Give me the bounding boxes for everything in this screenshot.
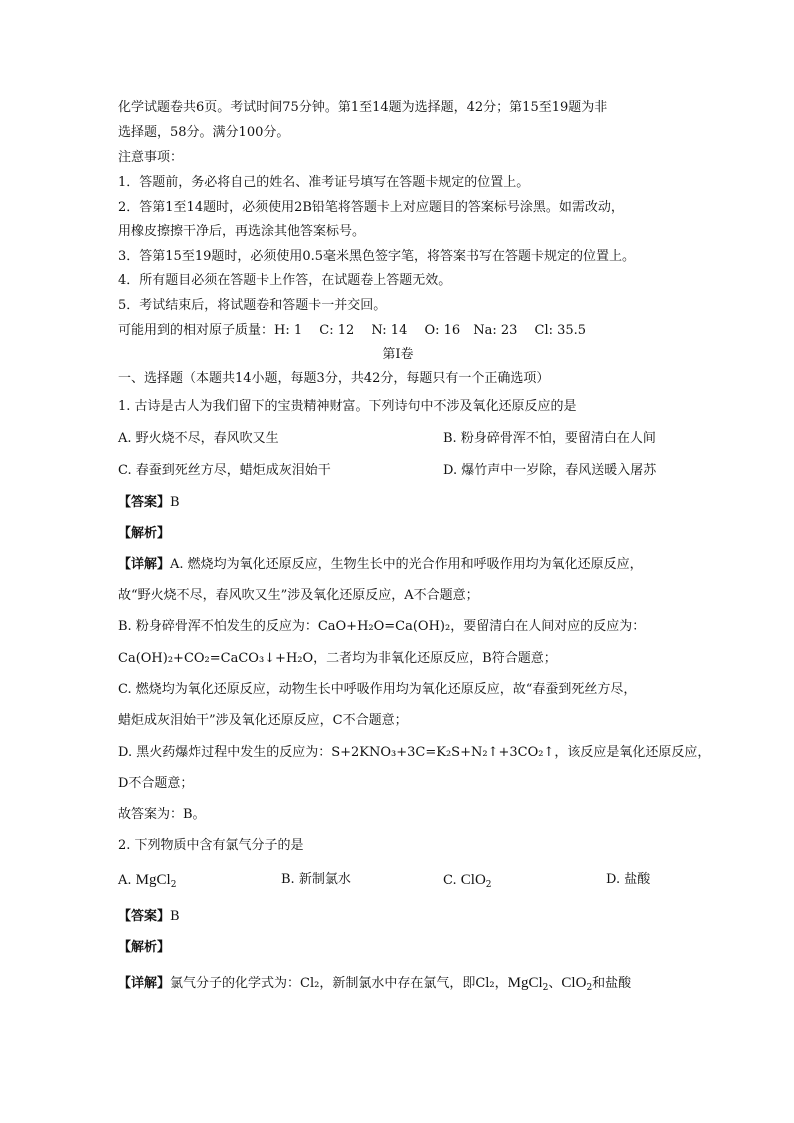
formula-clo2: ClO (561, 975, 587, 991)
formula-subscript: 2 (485, 880, 492, 890)
notice-item-1: 1．答题前，务必将自己的姓名、准考证号填写在答题卡规定的位置上。 (118, 175, 530, 190)
answer-label: 【答案】 (118, 495, 171, 510)
q1-detail-b-1: B. 粉身碎骨浑不怕发生的反应为：CaO+H₂O=Ca(OH)₂，要留清白在人间对应的反应为： (118, 619, 646, 634)
q2-option-b: B. 新制氯水 (281, 872, 351, 887)
detail-text: A. 燃烧均为氧化还原反应，生物生长中的光合作用和呼吸作用均为氧化还原反应， (170, 557, 643, 572)
q2-answer (118, 907, 678, 927)
answer-label: 【答案】 (118, 909, 171, 924)
option-label: A. (118, 873, 132, 888)
detail-label: 【详解】 (118, 976, 171, 991)
q1-analysis-label: 【解析】 (118, 526, 171, 541)
answer-value: B (170, 909, 180, 924)
q1-detail-a-1 (118, 555, 678, 575)
formula-mgcl2: MgCl (135, 872, 171, 888)
formula-subscript: 2 (170, 880, 177, 890)
notice-item-2: 2．答第1至14题时，必须使用2B铅笔将答题卡上对应题目的答案标号涂黑。如需改动， (118, 200, 624, 215)
formula-subscript: 2 (542, 983, 549, 993)
q2-detail (118, 973, 678, 998)
q2-option-a (118, 870, 176, 895)
q2-stem: 2. 下列物质中含有氯气分子的是 (118, 838, 304, 853)
notice-title: 注意事项： (118, 150, 184, 165)
q1-option-b: B. 粉身碎骨浑不怕，要留清白在人间 (443, 431, 656, 446)
q1-detail-d-2: D不合题意； (118, 776, 194, 791)
q1-detail-a-2: 故“野火烧不尽，春风吹又生”涉及氧化还原反应，A不合题意； (118, 588, 479, 603)
q1-option-d: D. 爆竹声中一岁除，春风送暖入屠苏 (443, 463, 657, 478)
notice-item-3: 3．答第15至19题时，必须使用0.5毫米黑色签字笔，将答案书写在答题卡规定的位置上。 (118, 249, 636, 264)
answer-value: B (170, 495, 180, 510)
notice-item-2-cont: 用橡皮擦擦干净后，再选涂其他答案标号。 (118, 224, 366, 239)
q2-option-d: D. 盐酸 (606, 872, 651, 887)
notice-item-5: 5．考试结束后，将试题卷和答题卡一并交回。 (118, 298, 387, 313)
q1-detail-d-1: D. 黑火药爆炸过程中发生的反应为：S+2KNO₃+3C=K₂S+N₂↑+3CO₂↑，该反应是氧化还原反应， (118, 745, 711, 760)
detail-label: 【详解】 (118, 557, 171, 572)
formula-mgcl2: MgCl (507, 975, 543, 991)
intro-line-1: 化学试题卷共6页。考试时间75分钟。第1至14题为选择题，42分；第15至19题为非 (118, 100, 608, 115)
separator: 、 (548, 976, 562, 991)
q1-detail-b-2: Ca(OH)₂+CO₂=CaCO₃↓+H₂O，二者均为非氧化还原反应，B符合题意； (118, 651, 557, 666)
q2-option-c (443, 870, 492, 895)
formula-clo2: ClO (460, 872, 486, 888)
detail-end: 和盐酸 (592, 976, 632, 991)
intro-line-2: 选择题，58分。满分100分。 (118, 125, 290, 140)
detail-text: 氯气分子的化学式为：Cl₂，新制氯水中存在氯气，即Cl₂， (170, 976, 508, 991)
q1-answer (118, 493, 678, 513)
section-heading: 一、选择题（本题共14小题，每题3分，共42分，每题只有一个正确选项） (118, 371, 550, 386)
q2-analysis-label: 【解析】 (118, 940, 171, 955)
q1-conclusion: 故答案为：B。 (118, 807, 206, 822)
q1-detail-c-1: C. 燃烧均为氧化还原反应，动物生长中呼吸作用均为氧化还原反应，故“春蚕到死丝方尽， (118, 682, 637, 697)
q1-option-a: A. 野火烧不尽，春风吹又生 (118, 431, 279, 446)
q1-detail-c-2: 蜡炬成灰泪始干”涉及氧化还原反应，C不合题意； (118, 713, 408, 728)
notice-item-4: 4．所有题目必须在答题卡上作答，在试题卷上答题无效。 (118, 273, 452, 288)
volume-title: 第Ⅰ卷 (382, 347, 414, 362)
q1-stem: 1. 古诗是古人为我们留下的宝贵精神财富。下列诗句中不涉及氧化还原反应的是 (118, 399, 577, 414)
formula-subscript: 2 (586, 983, 593, 993)
atomic-mass-line: 可能用到的相对原子质量：H: 1 C: 12 N: 14 O: 16 Na: 23 Cl: 35.5 (118, 323, 587, 338)
option-label: C. (443, 873, 457, 888)
q1-option-c: C. 春蚕到死丝方尽，蜡炬成灰泪始干 (118, 463, 331, 478)
